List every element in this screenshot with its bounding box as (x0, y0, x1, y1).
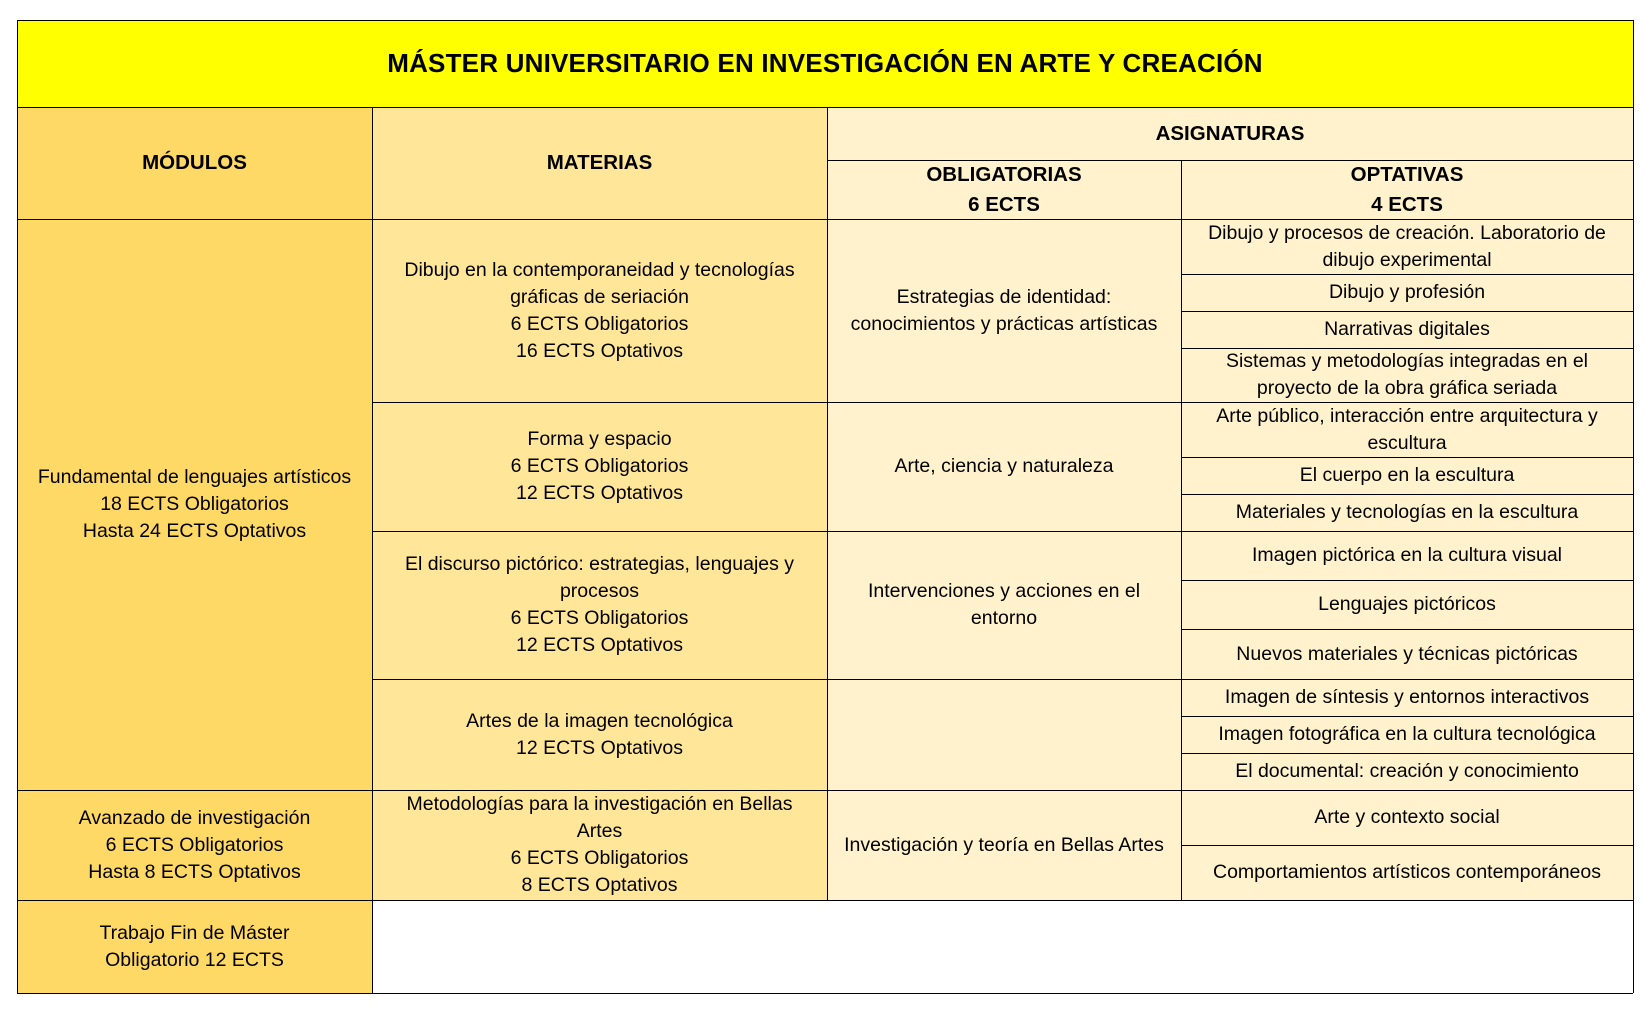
grid-line (17, 790, 372, 791)
header-asignaturas (827, 107, 1633, 160)
materia-cell-line-2: gráficas de seriación (510, 285, 689, 308)
module-cell-line-2: 6 ECTS Obligatorios (105, 833, 284, 856)
header-optativas-line-2: 4 ECTS (1371, 192, 1443, 216)
header-modulos (17, 107, 372, 219)
module-cell-line-3: Hasta 8 ECTS Optativos (88, 860, 301, 883)
optativa-cell (1181, 274, 1633, 311)
optativa-cell (1181, 348, 1633, 402)
module-cell (17, 790, 372, 900)
grid-line (17, 20, 1633, 21)
optativa-cell-line-1: Imagen fotográfica en la cultura tecnológica (1218, 723, 1596, 745)
materia-cell-line-1: Metodologías para la investigación en Bellas (406, 793, 793, 815)
optativa-cell (1181, 580, 1633, 629)
page-title-line-1: MÁSTER UNIVERSITARIO EN INVESTIGACIÓN EN ARTE Y CREACIÓN (387, 48, 1263, 78)
header-obligatorias (827, 160, 1181, 219)
optativa-cell (1181, 753, 1633, 790)
obligatoria-cell (827, 679, 1181, 790)
materia-cell-line-3: 6 ECTS Obligatorios (510, 847, 689, 869)
optativa-cell-line-1: Narrativas digitales (1324, 318, 1490, 340)
optativa-cell-line-1: Imagen de síntesis y entornos interactivos (1224, 686, 1590, 708)
grid-line (1181, 679, 1633, 680)
obligatoria-cell-line-1: Investigación y teoría en Bellas Artes (844, 833, 1164, 856)
optativa-cell-line-1: Dibujo y profesión (1328, 281, 1486, 303)
optativa-cell-line-2: proyecto de la obra gráfica seriada (1256, 377, 1558, 399)
module-cell-line-1: Trabajo Fin de Máster (99, 921, 290, 944)
grid-line (1181, 531, 1633, 532)
module-cell-line-2: Obligatorio 12 ECTS (105, 948, 284, 971)
module-cell-line-2: 18 ECTS Obligatorios (100, 493, 289, 515)
obligatoria-cell (827, 790, 1181, 900)
materia-cell-line-2: 12 ECTS Optativos (516, 736, 683, 759)
grid-line (1633, 20, 1634, 993)
header-obligatorias-line-1: OBLIGATORIAS (926, 162, 1082, 186)
materia-cell-line-2: 6 ECTS Obligatorios (510, 455, 689, 477)
module-cell (17, 900, 372, 993)
header-materias-line-1: MATERIAS (546, 151, 653, 174)
header-optativas-line-1: OPTATIVAS (1350, 162, 1464, 186)
materia-cell (372, 679, 827, 790)
grid-line (1181, 845, 1633, 846)
grid-line (1181, 580, 1633, 581)
materia-cell-line-4: 8 ECTS Optativos (521, 874, 678, 896)
optativa-cell-line-2: dibujo experimental (1322, 248, 1492, 271)
materia-cell (372, 402, 827, 531)
grid-line (827, 160, 1633, 161)
grid-line (17, 219, 1633, 220)
grid-line (1181, 274, 1633, 275)
optativa-cell-line-2: escultura (1367, 431, 1447, 454)
materia-cell-line-4: 12 ECTS Optativos (516, 634, 683, 656)
header-asignaturas-line-1: ASIGNATURAS (1155, 121, 1305, 145)
grid-line (1181, 348, 1633, 349)
optativa-cell (1181, 457, 1633, 494)
materia-cell (372, 531, 827, 679)
header-modulos-line-1: MÓDULOS (142, 151, 247, 174)
obligatoria-cell-line-1: Intervenciones y acciones en el (867, 580, 1141, 602)
grid-line (1181, 494, 1633, 495)
materia-cell (372, 790, 827, 900)
obligatoria-cell (827, 402, 1181, 531)
obligatoria-cell (827, 531, 1181, 679)
optativa-cell-line-1: El cuerpo en la escultura (1299, 464, 1515, 486)
obligatoria-cell (827, 219, 1181, 402)
obligatoria-cell-line-2: conocimientos y prácticas artísticas (850, 312, 1158, 335)
grid-line (1181, 753, 1633, 754)
header-materias (372, 107, 827, 219)
optativa-cell-line-1: Dibujo y procesos de creación. Laboratorio de (1208, 221, 1606, 244)
optativa-cell (1181, 716, 1633, 753)
grid-line (372, 107, 373, 993)
module-cell (17, 219, 372, 790)
materia-cell-line-1: Dibujo en la contemporaneidad y tecnologías (404, 258, 795, 281)
module-cell-line-3: Hasta 24 ECTS Optativos (82, 520, 307, 542)
optativa-cell (1181, 402, 1633, 457)
materia-cell-line-3: 12 ECTS Optativos (516, 482, 683, 504)
materia-cell-line-2: Artes (576, 820, 623, 842)
grid-line (1181, 716, 1633, 717)
optativa-cell (1181, 494, 1633, 531)
materia-cell-line-4: 16 ECTS Optativos (516, 339, 683, 362)
module-cell-line-1: Avanzado de investigación (78, 806, 311, 829)
optativa-cell-line-1: El documental: creación y conocimiento (1235, 760, 1579, 782)
header-obligatorias-line-2: 6 ECTS (968, 192, 1040, 216)
materia-cell (372, 219, 827, 402)
obligatoria-cell-line-1: Estrategias de identidad: (896, 285, 1112, 308)
optativa-cell-line-1: Imagen pictórica en la cultura visual (1252, 544, 1562, 566)
optativa-cell-line-1: Comportamientos artísticos contemporáneos (1212, 861, 1601, 883)
optativa-cell-line-1: Arte público, interacción entre arquitectura y (1216, 404, 1598, 427)
grid-line (1181, 629, 1633, 630)
grid-line (17, 20, 18, 993)
materia-cell-line-1: El discurso pictórico: estrategias, lenguajes y (404, 553, 795, 575)
grid-line (1181, 311, 1633, 312)
optativa-cell-line-1: Arte y contexto social (1314, 806, 1500, 828)
grid-line (17, 107, 1633, 108)
materia-cell-line-3: 6 ECTS Obligatorios (510, 607, 689, 629)
grid-line (827, 107, 828, 900)
grid-line (1181, 402, 1633, 403)
optativa-cell (1181, 531, 1633, 580)
module-cell-line-1: Fundamental de lenguajes artísticos (37, 466, 352, 488)
grid-line (17, 993, 1633, 994)
optativa-cell (1181, 679, 1633, 716)
optativa-cell-line-1: Nuevos materiales y técnicas pictóricas (1236, 642, 1578, 665)
optativa-cell (1181, 219, 1633, 274)
optativa-cell (1181, 790, 1633, 845)
page-title (17, 20, 1633, 107)
grid-line (17, 900, 1633, 901)
grid-line (1181, 457, 1633, 458)
obligatoria-cell-line-1: Arte, ciencia y naturaleza (894, 455, 1114, 477)
optativa-cell (1181, 629, 1633, 679)
materia-cell-line-2: procesos (559, 580, 640, 602)
header-optativas (1181, 160, 1633, 219)
obligatoria-cell-line-2: entorno (970, 607, 1038, 629)
empty-area (372, 900, 1633, 993)
optativa-cell (1181, 845, 1633, 900)
materia-cell-line-3: 6 ECTS Obligatorios (510, 312, 689, 335)
optativa-cell-line-1: Materiales y tecnologías en la escultura (1235, 501, 1579, 523)
grid-line (1181, 790, 1633, 791)
materia-cell-line-1: Artes de la imagen tecnológica (466, 709, 733, 732)
optativa-cell (1181, 311, 1633, 348)
materia-cell-line-1: Forma y espacio (527, 428, 672, 450)
optativa-cell-line-1: Lenguajes pictóricos (1318, 593, 1496, 615)
optativa-cell-line-1: Sistemas y metodologías integradas en el (1225, 350, 1589, 372)
